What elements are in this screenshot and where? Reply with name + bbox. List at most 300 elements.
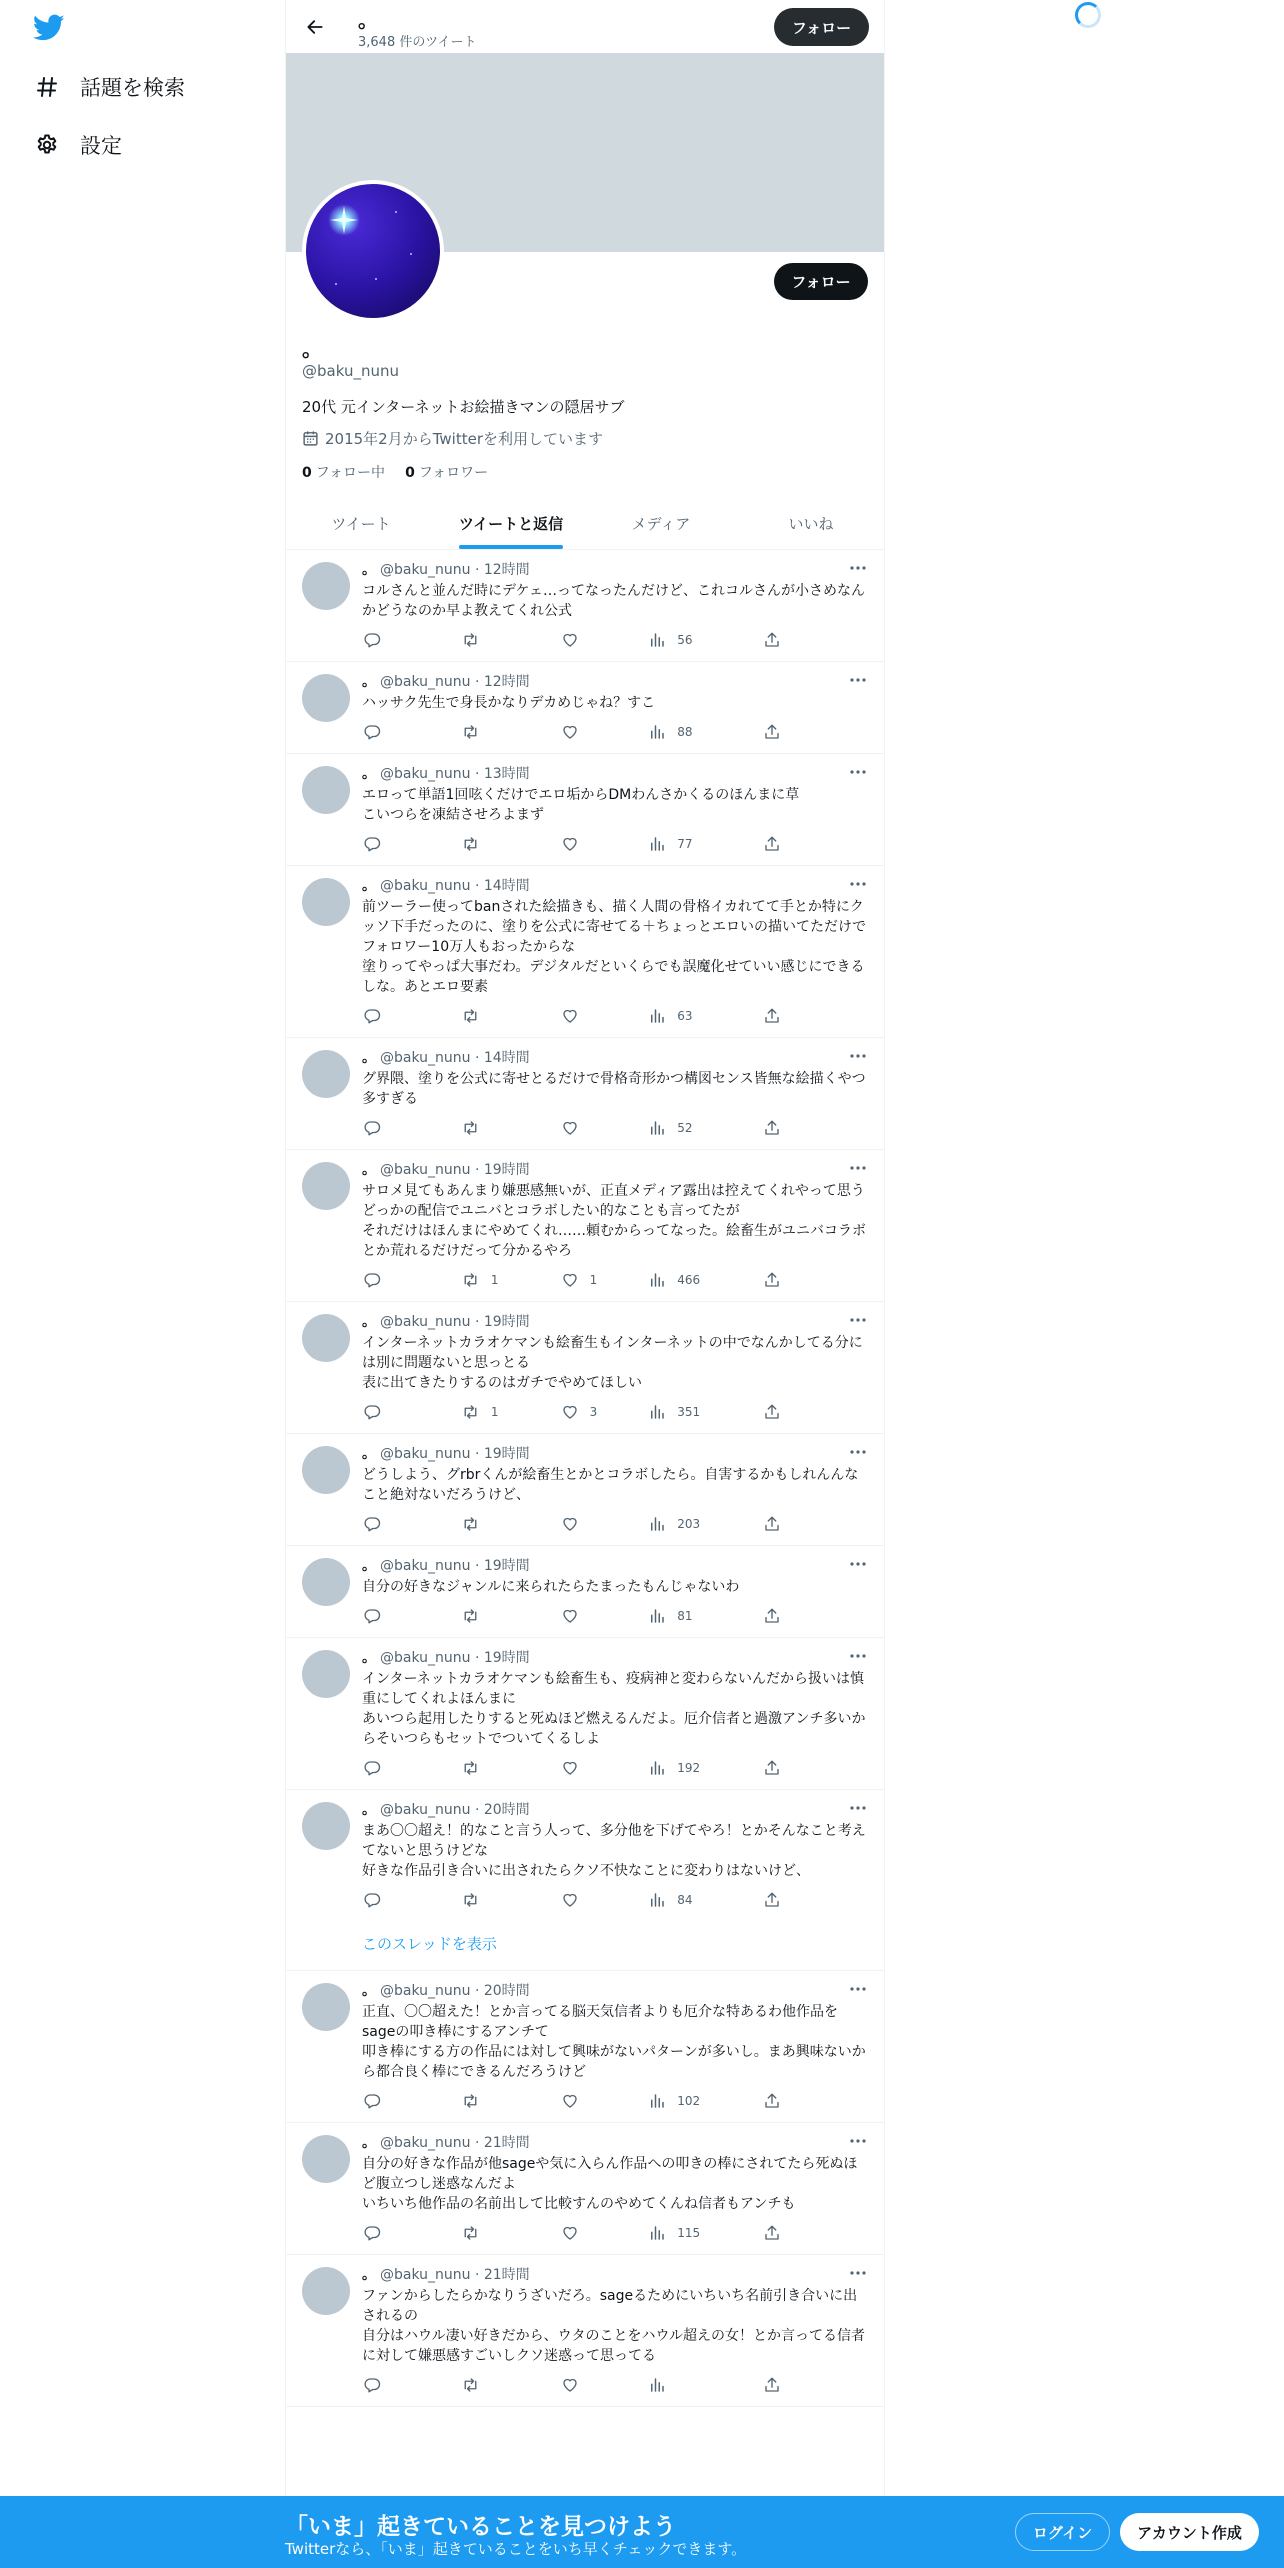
views-button[interactable] — [647, 1890, 762, 1910]
tweet-author-name[interactable]: 。 — [362, 766, 376, 782]
bar-chart-icon — [647, 1270, 667, 1290]
tweet-header — [362, 2265, 870, 2285]
tweet-text: グ界隈、塗りを公式に寄せとるだけで骨格奇形かつ構図センス皆無な絵描くやつ多すぎる — [362, 1071, 866, 1107]
tweet-header — [362, 560, 870, 580]
tweet-meta: @baku_nunu · 13時間 — [380, 766, 530, 782]
like-button[interactable] — [560, 722, 648, 742]
heart-icon — [560, 2375, 580, 2395]
like-button[interactable] — [560, 1270, 648, 1290]
reply-button[interactable] — [362, 1402, 461, 1422]
profile-name: 。 — [302, 337, 322, 361]
like-button[interactable] — [560, 2091, 648, 2111]
share-icon — [762, 2375, 782, 2395]
tweet-header — [362, 1648, 870, 1668]
share-icon — [762, 2091, 782, 2111]
share-icon — [762, 1606, 782, 1626]
retweet-icon — [461, 2375, 481, 2395]
profile-joined — [302, 428, 603, 449]
tweet-meta: @baku_nunu · 21時間 — [380, 2135, 530, 2151]
views-button[interactable] — [647, 2091, 762, 2111]
header-profile-name: 。 — [358, 8, 378, 32]
twitter-logo-icon[interactable] — [33, 14, 65, 42]
bar-chart-icon — [647, 1006, 667, 1026]
reply-button[interactable] — [362, 2223, 461, 2243]
views-button[interactable] — [647, 1402, 762, 1422]
main-column — [285, 0, 885, 2568]
tweet-actions — [362, 629, 782, 651]
tweet-actions — [362, 1117, 782, 1139]
tweet-avatar[interactable] — [302, 2267, 350, 2315]
tweet-avatar[interactable] — [302, 562, 350, 610]
reply-icon — [362, 2091, 382, 2111]
like-button[interactable] — [560, 1758, 648, 1778]
more-icon[interactable] — [846, 1442, 870, 1462]
tweet[interactable] — [286, 550, 885, 662]
retweet-icon — [461, 1118, 481, 1138]
bar-chart-icon — [647, 1758, 667, 1778]
tweet-header — [362, 1312, 870, 1332]
share-icon — [762, 1118, 782, 1138]
tweet-text: 自分の好きな作品が他sageや気に入らん作品への叩きの棒にされてたら死ぬほど腹立つし迷惑なんだよ いちいち他作品の名前出して比較すんのやめてくんね信者もアンチも — [362, 2156, 858, 2212]
tweet-author-name[interactable]: 。 — [362, 1446, 376, 1462]
like-button[interactable] — [560, 630, 648, 650]
bar-chart-icon — [647, 1402, 667, 1422]
tweet-header — [362, 672, 870, 692]
tweet-avatar[interactable] — [302, 1050, 350, 1098]
views-button[interactable] — [647, 722, 762, 742]
view-count: 84 — [677, 1893, 693, 1907]
tweet[interactable] — [286, 1302, 885, 1434]
views-button[interactable] — [647, 630, 762, 650]
share-icon — [762, 630, 782, 650]
tweet-author-name[interactable]: 。 — [362, 878, 376, 894]
heart-icon — [560, 1758, 580, 1778]
tweet-author-name[interactable]: 。 — [362, 2135, 376, 2151]
retweet-button[interactable] — [461, 2223, 560, 2243]
nav-explore-label: 話題を検索 — [80, 76, 185, 100]
views-button[interactable] — [647, 1758, 762, 1778]
show-thread-link[interactable]: このスレッドを表示 — [286, 1921, 885, 1971]
retweet-button[interactable] — [461, 2375, 560, 2395]
bottom-bar-title: 「いま」起きていることを見つけよう — [285, 2514, 676, 2540]
retweet-button[interactable] — [461, 722, 560, 742]
tweet-header — [362, 1160, 870, 1180]
nav-settings-label: 設定 — [80, 134, 122, 158]
retweet-button[interactable] — [461, 1758, 560, 1778]
tweet-avatar[interactable] — [302, 878, 350, 926]
tweet-actions — [362, 1269, 782, 1291]
share-button[interactable] — [762, 1890, 782, 1910]
reply-button[interactable] — [362, 2091, 461, 2111]
tweet-author-name[interactable]: 。 — [362, 1162, 376, 1178]
tab-likes[interactable]: いいね — [788, 514, 834, 533]
views-button[interactable] — [647, 1006, 762, 1026]
tweet-avatar[interactable] — [302, 766, 350, 814]
profile-bio: 20代 元インターネットお絵描きマンの隠居サブ — [302, 398, 625, 416]
calendar-icon — [302, 430, 319, 447]
more-icon[interactable] — [846, 670, 870, 690]
reply-icon — [362, 2223, 382, 2243]
reply-button[interactable] — [362, 1514, 461, 1534]
retweet-button[interactable] — [461, 834, 560, 854]
reply-icon — [362, 630, 382, 650]
like-count: 1 — [589, 1273, 598, 1287]
heart-icon — [560, 1270, 580, 1290]
tweet-actions — [362, 1005, 782, 1027]
views-button[interactable] — [647, 1118, 762, 1138]
share-button[interactable] — [762, 1606, 782, 1626]
retweet-button[interactable] — [461, 2091, 560, 2111]
views-button[interactable] — [647, 834, 762, 854]
retweet-icon — [461, 834, 481, 854]
tweet-text: まあ〇〇超え！的なこと言う人って、多分他を下げてやろ！とかそんなこと考えてないと思うけどな 好きな作品引き合いに出されたらクソ不快なことに変わりはないけど、 — [362, 1823, 866, 1879]
reply-icon — [362, 1890, 382, 1910]
reply-button[interactable] — [362, 630, 461, 650]
tweet-meta: @baku_nunu · 12時間 — [380, 674, 530, 690]
tweet-meta: @baku_nunu · 20時間 — [380, 1983, 530, 1999]
heart-icon — [560, 1890, 580, 1910]
tweet-meta: @baku_nunu · 14時間 — [380, 1050, 530, 1066]
tweet-header — [362, 876, 870, 896]
bar-chart-icon — [647, 1118, 667, 1138]
tab-media[interactable]: メディア — [631, 514, 691, 533]
tweet-list — [286, 550, 885, 2407]
tweet-meta: @baku_nunu · 19時間 — [380, 1558, 530, 1574]
retweet-icon — [461, 1006, 481, 1026]
gear-icon — [34, 132, 60, 158]
more-icon[interactable] — [846, 1979, 870, 1999]
share-icon — [762, 834, 782, 854]
like-count: 3 — [589, 1405, 598, 1419]
share-button[interactable] — [762, 1514, 782, 1534]
like-button[interactable] — [560, 1606, 648, 1626]
bar-chart-icon — [647, 1606, 667, 1626]
followers-link[interactable]: 0 フォロワー — [405, 465, 489, 481]
tweet-text: どうしよう、グrbrくんが絵畜生とかとコラボしたら。自害するかもしれんんなこと絶対ないだろうけど、 — [362, 1467, 859, 1503]
view-count: 52 — [677, 1121, 693, 1135]
tweet-meta: @baku_nunu · 19時間 — [380, 1162, 530, 1178]
tweet[interactable] — [286, 866, 885, 1038]
profile-follow-stats — [302, 462, 488, 482]
heart-icon — [560, 1402, 580, 1422]
retweet-icon — [461, 1270, 481, 1290]
share-button[interactable] — [762, 1118, 782, 1138]
views-button[interactable] — [647, 2223, 762, 2243]
view-count: 351 — [677, 1405, 701, 1419]
like-button[interactable] — [560, 1402, 648, 1422]
view-count: 192 — [677, 1761, 701, 1775]
tweet-actions — [362, 2374, 782, 2396]
tweet-author-name[interactable]: 。 — [362, 1650, 376, 1666]
tweet-author-name[interactable]: 。 — [362, 1983, 376, 1999]
reply-button[interactable] — [362, 1270, 461, 1290]
reply-button[interactable] — [362, 1606, 461, 1626]
reply-icon — [362, 1006, 382, 1026]
share-button[interactable] — [762, 2375, 782, 2395]
view-count: 81 — [677, 1609, 693, 1623]
reply-icon — [362, 834, 382, 854]
tweet-author-name[interactable]: 。 — [362, 562, 376, 578]
heart-icon — [560, 1118, 580, 1138]
views-button[interactable] — [647, 1270, 762, 1290]
following-link[interactable]: 0 フォロー中 — [302, 465, 386, 481]
reply-button[interactable] — [362, 2375, 461, 2395]
tweet-meta: @baku_nunu · 20時間 — [380, 1802, 530, 1818]
more-icon[interactable] — [846, 1310, 870, 1330]
reply-icon — [362, 1118, 382, 1138]
retweet-icon — [461, 630, 481, 650]
tweet-avatar[interactable] — [302, 1983, 350, 2031]
tweet-text: エロって単語1回呟くだけでエロ垢からDMわんさかくるのほんまに草 こいつらを凍結させろよまず — [362, 787, 800, 823]
tweet-actions — [362, 833, 782, 855]
tweet-meta: @baku_nunu · 19時間 — [380, 1446, 530, 1462]
reply-button[interactable] — [362, 1758, 461, 1778]
tweet-avatar[interactable] — [302, 1650, 350, 1698]
retweet-button[interactable] — [461, 1402, 560, 1422]
view-count: 115 — [677, 2226, 701, 2240]
retweet-button[interactable] — [461, 1514, 560, 1534]
login-button[interactable]: ログイン — [1015, 2513, 1110, 2551]
profile-handle: @baku_nunu — [302, 362, 399, 380]
retweet-icon — [461, 722, 481, 742]
bar-chart-icon — [647, 630, 667, 650]
reply-button[interactable] — [362, 834, 461, 854]
like-button[interactable] — [560, 1118, 648, 1138]
more-icon[interactable] — [846, 2263, 870, 2283]
retweet-count: 1 — [490, 1273, 499, 1287]
tweet-avatar[interactable] — [302, 1446, 350, 1494]
share-button[interactable] — [762, 834, 782, 854]
view-count: 56 — [677, 633, 693, 647]
reply-icon — [362, 1606, 382, 1626]
tweet-avatar[interactable] — [302, 1558, 350, 1606]
tweet[interactable] — [286, 1790, 885, 1921]
reply-button[interactable] — [362, 1890, 461, 1910]
share-button[interactable] — [762, 1006, 782, 1026]
reply-icon — [362, 1514, 382, 1534]
view-count: 466 — [677, 1273, 701, 1287]
share-icon — [762, 1514, 782, 1534]
retweet-button[interactable] — [461, 630, 560, 650]
tweet-text: インターネットカラオケマンも絵畜生もインターネットの中でなんかしてる分には別に問題ないと思っとる 表に出てきたりするのはガチでやめてほしい — [362, 1335, 863, 1391]
tweet[interactable] — [286, 1971, 885, 2123]
retweet-button[interactable] — [461, 1270, 560, 1290]
more-icon[interactable] — [846, 1554, 870, 1574]
retweet-icon — [461, 2091, 481, 2111]
more-icon[interactable] — [846, 1646, 870, 1666]
back-button[interactable] — [300, 12, 330, 42]
tweet-header — [362, 2133, 870, 2153]
reply-icon — [362, 2375, 382, 2395]
retweet-icon — [461, 2223, 481, 2243]
tweet-author-name[interactable]: 。 — [362, 674, 376, 690]
like-button[interactable] — [560, 834, 648, 854]
share-button[interactable] — [762, 1402, 782, 1422]
views-button[interactable] — [647, 1514, 762, 1534]
view-count: 203 — [677, 1517, 701, 1531]
views-button[interactable] — [647, 2375, 762, 2395]
reply-button[interactable] — [362, 1118, 461, 1138]
share-icon — [762, 1270, 782, 1290]
bar-chart-icon — [647, 1514, 667, 1534]
view-count: 102 — [677, 2094, 701, 2108]
tweet-header — [362, 1048, 870, 1068]
header-follow-button[interactable]: フォロー — [774, 8, 869, 46]
tweet-text: 前ツーラー使ってbanされた絵描きも、描く人間の骨格イカれてて手とか特にクッソ下手だったのに、塗りを公式に寄せてる＋ちょっとエロいの描いてただけでフォロワー10万人もおったからな 塗りってやっぱ大事だわ。デジタルだといくらでも誤魔化せていい感じにできるしな。あとエロ要素 — [362, 899, 866, 995]
tweet-author-name[interactable]: 。 — [362, 1050, 376, 1066]
tweet-meta: @baku_nunu · 19時間 — [380, 1650, 530, 1666]
tweet-header — [362, 1444, 870, 1464]
tweet-text: ハッサク先生で身長かなりデカめじゃね？すこ — [362, 695, 656, 711]
bar-chart-icon — [647, 2223, 667, 2243]
tweet[interactable] — [286, 1150, 885, 1302]
tweet[interactable] — [286, 754, 885, 866]
like-button[interactable] — [560, 2375, 648, 2395]
heart-icon — [560, 1006, 580, 1026]
bottom-bar-subtitle: Twitterなら、「いま」起きていることをいち早くチェックできます。 — [285, 2540, 747, 2558]
share-icon — [762, 1006, 782, 1026]
avatar-image — [306, 184, 440, 318]
heart-icon — [560, 2091, 580, 2111]
tweet-actions — [362, 1605, 782, 1627]
tweet-meta: @baku_nunu · 21時間 — [380, 2267, 530, 2283]
tweet[interactable] — [286, 662, 885, 754]
tweet-actions — [362, 1401, 782, 1423]
tab-tweets-and-replies[interactable]: ツイートと返信 — [436, 497, 586, 549]
share-icon — [762, 722, 782, 742]
more-icon[interactable] — [846, 1046, 870, 1066]
more-icon[interactable] — [846, 558, 870, 578]
tweet-actions — [362, 721, 782, 743]
tweet-text: ファンからしたらかなりうざいだろ。sageるためにいちいち名前引き合いに出されるの 自分はハウル凄い好きだから、ウタのことをハウル超えの女！とか言ってる信者に対して嫌悪感すごいしクソ迷惑って思ってる — [362, 2288, 866, 2364]
reply-icon — [362, 1270, 382, 1290]
tweet-text: 正直、〇〇超えた！とか言ってる脳天気信者よりも厄介な特あるわ他作品をsageの叩き棒にするアンチて 叩き棒にする方の作品には対して興味がないパターンが多いし。まあ興味ないから都合良く棒にできるんだろうけど — [362, 2004, 866, 2080]
tweet-actions — [362, 2222, 782, 2244]
share-button[interactable] — [762, 1270, 782, 1290]
retweet-icon — [461, 1606, 481, 1626]
tweet-author-name[interactable]: 。 — [362, 1802, 376, 1818]
hashtag-icon — [34, 74, 60, 100]
loading-spinner-icon — [1075, 2, 1101, 28]
view-count: 77 — [677, 837, 693, 851]
retweet-icon — [461, 1514, 481, 1534]
share-icon — [762, 1890, 782, 1910]
tweet-actions — [362, 1757, 782, 1779]
like-button[interactable] — [560, 1006, 648, 1026]
bar-chart-icon — [647, 2091, 667, 2111]
tweet-author-name[interactable]: 。 — [362, 1314, 376, 1330]
tweet[interactable] — [286, 1638, 885, 1790]
retweet-button[interactable] — [461, 1006, 560, 1026]
retweet-button[interactable] — [461, 1890, 560, 1910]
signup-button[interactable]: アカウント作成 — [1120, 2513, 1259, 2551]
reply-button[interactable] — [362, 1006, 461, 1026]
reply-icon — [362, 1402, 382, 1422]
profile-joined-text: 2015年2月からTwitterを利用しています — [325, 430, 603, 448]
retweet-icon — [461, 1758, 481, 1778]
tweet-text: コルさんと並んだ時にデケェ…ってなったんだけど、これコルさんが小さめなんかどうなのか早よ教えてくれ公式 — [362, 583, 866, 619]
reply-icon — [362, 1758, 382, 1778]
share-button[interactable] — [762, 2223, 782, 2243]
tweet-avatar[interactable] — [302, 1162, 350, 1210]
tweet-actions — [362, 1513, 782, 1535]
view-count: 63 — [677, 1009, 693, 1023]
more-icon[interactable] — [846, 762, 870, 782]
more-icon[interactable] — [846, 1158, 870, 1178]
tweet-avatar[interactable] — [302, 1802, 350, 1850]
retweet-button[interactable] — [461, 1606, 560, 1626]
heart-icon — [560, 722, 580, 742]
tweet-avatar[interactable] — [302, 1314, 350, 1362]
heart-icon — [560, 630, 580, 650]
tweet-header — [362, 1981, 870, 2001]
retweet-button[interactable] — [461, 1118, 560, 1138]
share-icon — [762, 1758, 782, 1778]
reply-button[interactable] — [362, 722, 461, 742]
share-button[interactable] — [762, 722, 782, 742]
tweet-actions — [362, 1889, 782, 1911]
tweet[interactable] — [286, 1038, 885, 1150]
bottom-signup-bar — [0, 2496, 1284, 2568]
more-icon[interactable] — [846, 2131, 870, 2151]
tweet-meta: @baku_nunu · 19時間 — [380, 1314, 530, 1330]
profile-tabs — [286, 497, 885, 550]
nav-settings[interactable] — [34, 125, 122, 165]
heart-icon — [560, 2223, 580, 2243]
heart-icon — [560, 834, 580, 854]
profile-follow-button[interactable]: フォロー — [774, 263, 868, 300]
tweet-avatar[interactable] — [302, 2135, 350, 2183]
share-button[interactable] — [762, 630, 782, 650]
share-icon — [762, 1402, 782, 1422]
profile-avatar[interactable] — [302, 180, 444, 322]
tweet-header — [362, 1556, 870, 1576]
retweet-icon — [461, 1890, 481, 1910]
share-button[interactable] — [762, 2091, 782, 2111]
like-button[interactable] — [560, 1890, 648, 1910]
arrow-left-icon — [305, 17, 325, 37]
retweet-count: 1 — [490, 1405, 499, 1419]
more-icon[interactable] — [846, 874, 870, 894]
like-button[interactable] — [560, 2223, 648, 2243]
retweet-icon — [461, 1402, 481, 1422]
bar-chart-icon — [647, 1890, 667, 1910]
tweet-header — [362, 1800, 870, 1820]
reply-icon — [362, 722, 382, 742]
tweet[interactable] — [286, 2255, 885, 2407]
tweet-avatar[interactable] — [302, 674, 350, 722]
views-button[interactable] — [647, 1606, 762, 1626]
tweet[interactable] — [286, 1546, 885, 1638]
share-icon — [762, 2223, 782, 2243]
more-icon[interactable] — [846, 1798, 870, 1818]
profile-header-bar — [286, 0, 885, 53]
nav-explore[interactable] — [34, 67, 185, 107]
like-button[interactable] — [560, 1514, 648, 1534]
bar-chart-icon — [647, 834, 667, 854]
tweet-author-name[interactable]: 。 — [362, 1558, 376, 1574]
tweet-author-name[interactable]: 。 — [362, 2267, 376, 2283]
bar-chart-icon — [647, 722, 667, 742]
tweet-text: インターネットカラオケマンも絵畜生も、疫病神と変わらないんだから扱いは慎重にしてくれよほんまに あいつら起用したりすると死ぬほど燃えるんだよ。厄介信者と過激アンチ多いからそいつらもセットでついてくるしよ — [362, 1671, 866, 1747]
tab-tweets[interactable]: ツイート — [331, 514, 391, 533]
share-button[interactable] — [762, 1758, 782, 1778]
tweet[interactable] — [286, 1434, 885, 1546]
left-navigation — [0, 0, 285, 2568]
bar-chart-icon — [647, 2375, 667, 2395]
tweet-header — [362, 764, 870, 784]
tweet[interactable] — [286, 2123, 885, 2255]
